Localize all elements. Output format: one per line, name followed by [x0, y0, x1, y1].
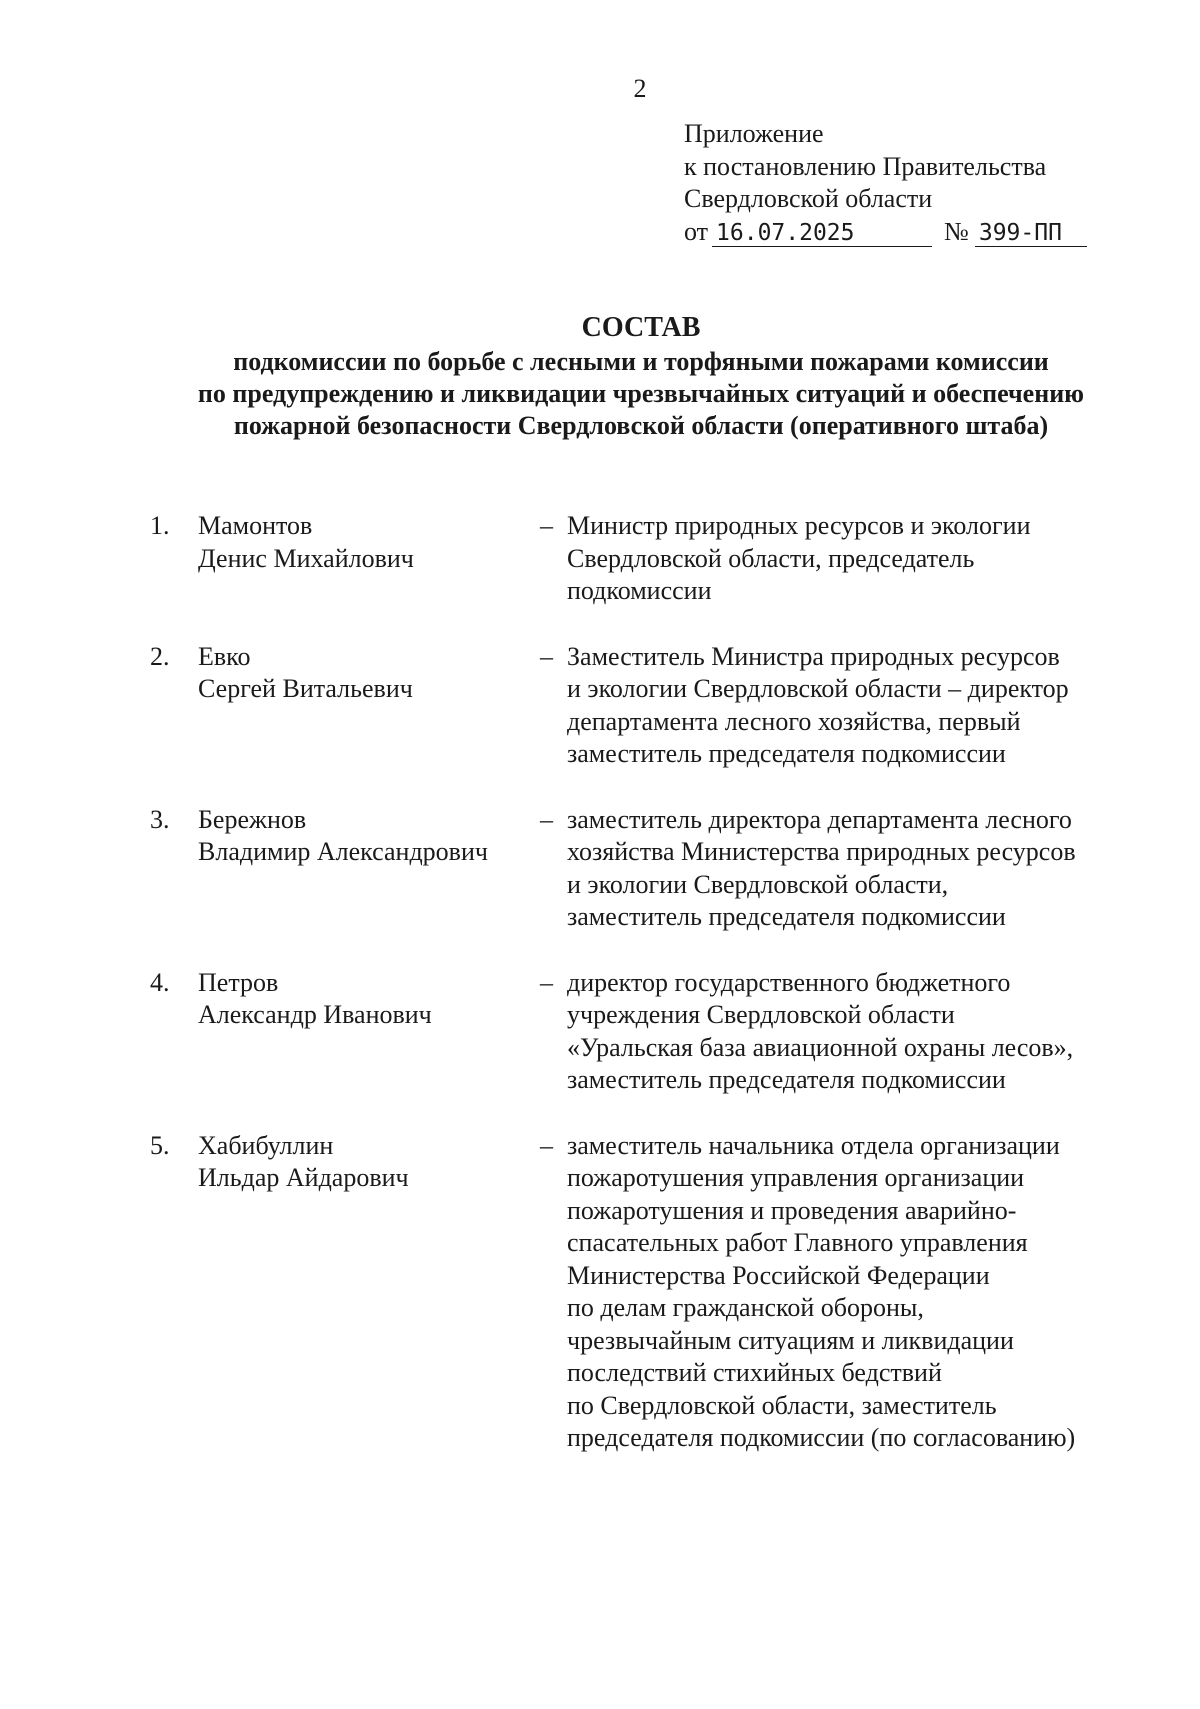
- decree-date-number: [684, 216, 1087, 249]
- member-role: Министр природных ресурсов и экологии Свердловской области, председатель подкомиссии: [567, 511, 1031, 605]
- member-surname: Мамонтов: [198, 511, 313, 540]
- member-name: [198, 641, 528, 706]
- member-name: [198, 967, 528, 1032]
- from-label: от: [684, 216, 709, 246]
- member-number: 4.: [150, 967, 170, 997]
- member-number: 5.: [150, 1130, 170, 1160]
- member-name: [198, 510, 528, 575]
- list-item: [0, 641, 1200, 771]
- appendix-line-3: Свердловской области: [684, 184, 933, 213]
- member-number: 1.: [150, 511, 170, 540]
- list-item: [0, 804, 1200, 934]
- list-item: [0, 1130, 1200, 1455]
- member-name: [198, 1130, 528, 1195]
- subtitle-line-2: по предупреждению и ликвидации чрезвычайных ситуаций и обеспечению: [197, 379, 1085, 408]
- member-number: 3.: [150, 804, 170, 834]
- dash-separator: –: [540, 1130, 553, 1160]
- member-role: директор государственного бюджетного учреждения Свердловской области «Уральская база авиационной охраны лесов», заместитель председателя подкомиссии: [567, 967, 1074, 1094]
- member-surname: Бережнов: [198, 804, 307, 834]
- list-item: [0, 510, 1200, 608]
- dash-separator: –: [540, 641, 553, 671]
- decree-number: 399-ПП: [975, 220, 1087, 247]
- member-given-name: Владимир Александрович: [198, 837, 488, 866]
- member-surname: Петров: [198, 967, 279, 997]
- dash-separator: –: [540, 967, 553, 997]
- dash-separator: –: [540, 804, 553, 834]
- subtitle-line-3: пожарной безопасности Свердловской области (оперативного штаба): [233, 411, 1049, 440]
- member-given-name: Александр Иванович: [198, 1000, 432, 1029]
- member-surname: Хабибуллин: [198, 1130, 334, 1160]
- document-title-block: [0, 310, 1200, 442]
- document-title: СОСТАВ: [581, 312, 701, 343]
- appendix-line-1: Приложение: [684, 119, 824, 148]
- number-sign: №: [944, 216, 969, 246]
- appendix-header: [684, 118, 1087, 248]
- member-given-name: Сергей Витальевич: [198, 674, 413, 703]
- member-name: [198, 804, 528, 869]
- member-surname: Евко: [198, 641, 251, 671]
- decree-date: 16.07.2025: [712, 220, 932, 247]
- member-role: заместитель директора департамента лесного хозяйства Министерства природных ресурсов и экологии Свердловской области, заместитель председателя подкомиссии: [567, 804, 1076, 931]
- member-given-name: Денис Михайлович: [198, 543, 414, 573]
- member-role: заместитель начальника отдела организации пожаротушения управления организации пожаротушения и проведения аварийно- спасательных работ Главного управления Министерства Российской Федерации по делам гражданской обороны, чрезвычайным ситуациям и ликвидации последствий стихийных бедствий по Свердловской области, заместитель председателя подкомиссии (по согласованию): [567, 1130, 1076, 1452]
- member-given-name: Ильдар Айдарович: [198, 1163, 409, 1192]
- subtitle-line-1: подкомиссии по борьбе с лесными и торфяными пожарами комиссии: [233, 347, 1049, 376]
- page-number: 2: [633, 74, 647, 103]
- member-role: Заместитель Министра природных ресурсов и экологии Свердловской области – директор департамента лесного хозяйства, первый заместитель председателя подкомиссии: [567, 641, 1069, 768]
- members-list: [0, 510, 1200, 1455]
- member-number: 2.: [150, 641, 170, 671]
- appendix-line-2: к постановлению Правительства: [684, 151, 1047, 181]
- dash-separator: –: [540, 511, 553, 540]
- list-item: [0, 967, 1200, 1097]
